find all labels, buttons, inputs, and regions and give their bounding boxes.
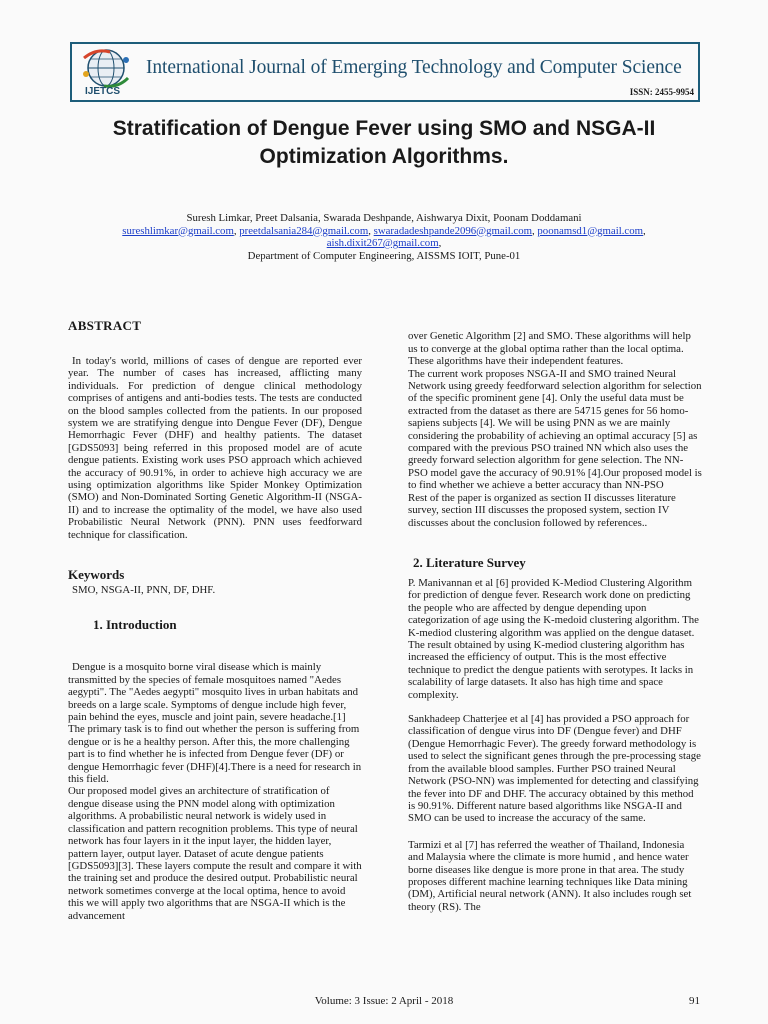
issue-info: Volume: 3 Issue: 2 April - 2018 (314, 995, 454, 1007)
author-block (0, 212, 768, 262)
literature-survey-body (408, 577, 702, 913)
journal-logo-text: IJETCS (85, 86, 121, 97)
email-separator: , (438, 237, 442, 249)
email-separator: , (643, 224, 646, 237)
abstract-heading: ABSTRACT (68, 318, 142, 333)
introduction-continued (408, 318, 702, 541)
introduction-continued-text: over Genetic Algorithm [2] and SMO. These algorithms will help us to converge at the global optima rather than the local optima. These algorithms have their independent features. The current work proposes NSGA-II and SMO trained Neural Network using greedy feedforward selection algorithm for selection of the specific prominent gene [4]. Only the useful data must be extracted from the dataset as there are 54715 genes for 56 homo-sapiens subjects [4]. We will be using PNN as we are mainly considering the probability of achieving an optimal accuracy [5] as compared with the previous PSO trained NN which also uses the greedy forward selection algorithm for gene selection. The NN-PSO model gave the accuracy of 90.91% [4].Our proposed model is to find whether we achieve a better accuracy than NN-PSO Rest of the paper is organized as section II discusses literature survey, section III discusses the proposed system, section IV discusses about the conclusion followed by references.. (408, 330, 702, 529)
literature-survey-heading: 2. Literature Survey (413, 555, 526, 570)
email-link-dixit[interactable]: aish.dixit267@gmail.com (326, 237, 439, 249)
email-link-doddamani[interactable]: poonamsd1@gmail.com (537, 224, 644, 237)
literature-paragraph-1: P. Manivannan et al [6] provided K-Mediod Clustering Algorithm for prediction of dengue fever. Research work done on predicting the people who are affected by dengue depending upon categorization of age using the K-medoid clustering algorithm. The K-mediod clustering algorithm was applied on the dengue dataset. The result obtained by using K-mediod clustering algorithm has increased the efficiency of output. This is the most effective technique to predict the dengue patients with serotypes. It lacks in scalability of large datasets. It also has high time and space complexity. (408, 577, 699, 701)
paper-title-line-1: Stratification of Dengue Fever using SMO and NSGA-II (112, 117, 656, 140)
author-names: Suresh Limkar, Preet Dalsania, Swarada Deshpande, Aishwarya Dixit, Poonam Doddamani (186, 212, 582, 224)
introduction-body (68, 649, 362, 934)
email-separator: , (368, 224, 374, 237)
literature-paragraph-3: Tarmizi et al [7] has referred the weather of Thailand, Indonesia and Malaysia where the climate is more humid , and hence water borne diseases like dengue is more prone in that area. The study proposes different machine learning techniques like Data mining (DM), Artificial neural network (ANN). It also includes rough set theory (RS). The (408, 838, 692, 913)
page-number: 91 (689, 995, 700, 1007)
abstract-body (68, 355, 362, 541)
author-emails-line-2 (0, 237, 768, 250)
keywords-text: SMO, NSGA-II, PNN, DF, DHF. (72, 584, 216, 596)
paper-title-line-2: Optimization Algorithms. (259, 145, 509, 168)
paper-title (0, 115, 768, 171)
literature-paragraph-2: Sankhadeep Chatterjee et al [4] has provided a PSO approach for classification of dengue virus into DF (Dengue fever) and DHF (Dengue Hemorrhagic Fever). The greedy forward methodology is used to select the significant genes through the pre-processing stage from the available blood samples. Further PSO trained Neural Network (PSO-NN) was implemented for detecting and classifying the fever into DF and DHF. The accuracy obtained by this method is 90.91%. Different nature based algorithms like NSGA-II and SMO can be used to increase the accuracy of the same. (408, 713, 701, 825)
author-emails-line-1 (0, 225, 768, 238)
journal-title: International Journal of Emerging Technology and Computer Science (146, 57, 682, 78)
issn: ISSN: 2455-9954 (629, 87, 694, 97)
keywords-heading: Keywords (68, 567, 125, 582)
affiliation: Department of Computer Engineering, AISSMS IOIT, Pune-01 (247, 249, 521, 262)
email-separator: , (532, 224, 538, 237)
email-link-dalsania[interactable]: preetdalsania284@gmail.com (239, 224, 369, 237)
email-separator: , (233, 224, 240, 237)
introduction-heading: 1. Introduction (93, 617, 177, 632)
abstract-text: In today's world, millions of cases of dengue are reported ever year. The number of cases has increased, afflicting many individuals. For prediction of dengue clinical methodology comprises of antigens and anti-bodies tests. The tests are conducted on the blood samples collected from the patients. In our proposed system we are stratifying dengue into Dengue Fever (DF), Dengue Hemorrhagic Fever (DHF) and healthy patients. The dataset [GDS5093] being referred in this proposed model are of acute dengue patients. Existing work uses PSO approach which achieved the accuracy of 90.91%, in order to achieve high accuracy we are using optimization algorithms like Spider Monkey Optimization (SMO) and Non-Dominated Sorting Genetic Algorithm-II (NSGA-II) and to increase the optimality of the model, we have also used Probabilistic Neural Network (PNN). PNN uses feedforward technique for classification. (68, 355, 362, 541)
email-link-deshpande[interactable]: swaradadeshpande2096@gmail.com (373, 224, 532, 237)
introduction-text: Dengue is a mosquito borne viral disease which is mainly transmitted by the species of female mosquitoes named "Aedes aegypti". The "Aedes aegypti" mosquito lives in urban habitats and breeds on a large scale. Symptoms of dengue include high fever, pain behind the eyes, muscle and joint pain, severe headache.[1] The primary task is to find out whether the person is suffering from dengue or is he a healthy person. After this, the more challenging part is to find whether he is infected from Dengue fever (DF) or dengue Hemorrhagic fever (DHF)[4].There is a need for research in this field. Our proposed model gives an architecture of stratification of dengue disease using the PNN model along with optimization algorithms. A probabilistic neural network is widely used in classification and pattern recognition problems. This type of neural network has four layers in it the input layer, the hidden layer, pattern layer, output layer. Dataset of acute dengue patients [GDS5093][3]. These layers compute the result and compare it with the training set and produce the desired output. Probabilistic neural network sometimes converge at the local optima, hence to avoid this we will apply two algorithms that are NSGA-II which is the advancement (68, 661, 362, 922)
email-link-limkar[interactable]: sureshlimkar@gmail.com (122, 224, 234, 237)
